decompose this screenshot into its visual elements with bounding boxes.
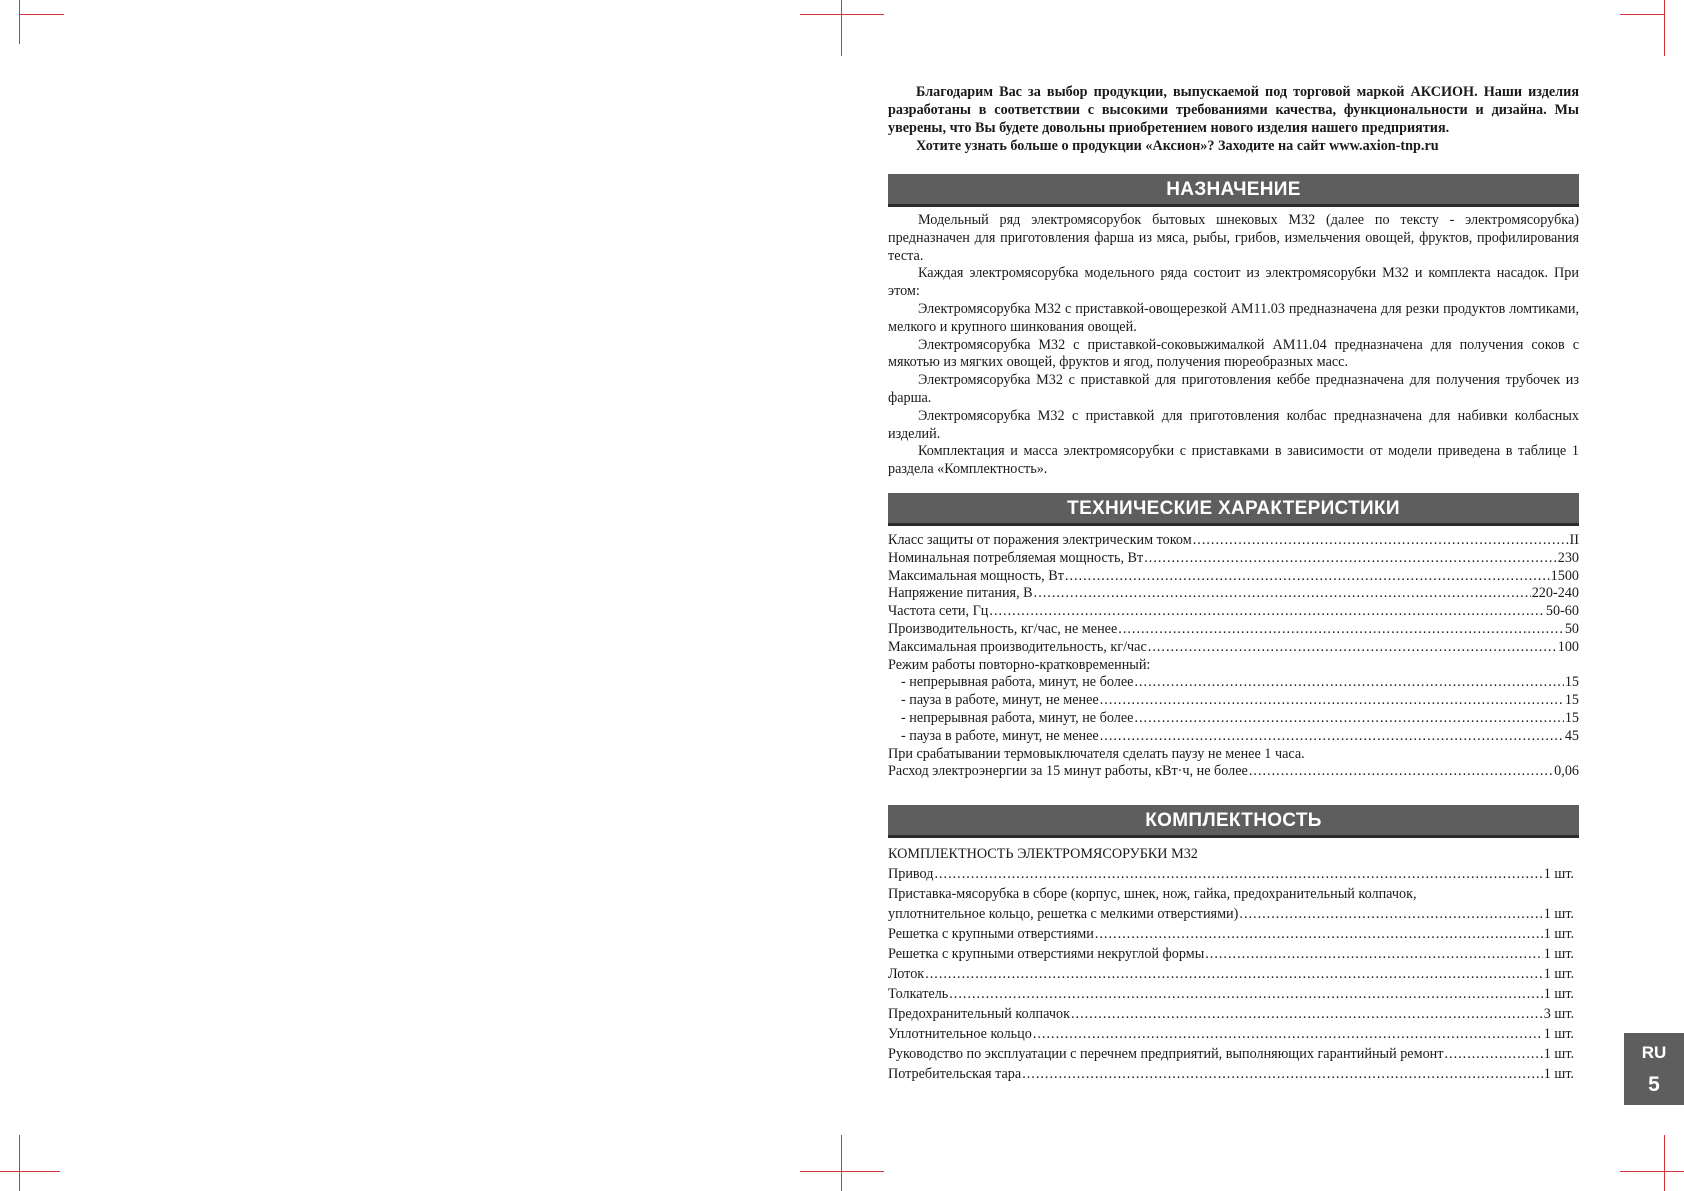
intro-paragraph: Благодарим Вас за выбор продукции, выпускаемой под торговой маркой АКСИОН. Наши изделия разработаны в соответствии с высокими требованиями качества, функциональности и дизайна. Мы уверены, что Вы будете довольны приобретением нового изделия нашего предприятия. xyxy=(888,84,1579,136)
kit-row: Потребительская тара ..... 1 шт. xyxy=(888,1064,1574,1084)
kit-row: Решетка с крупными отверстиями ..... 1 шт. xyxy=(888,924,1574,944)
language-label: RU xyxy=(1641,1043,1667,1062)
energy-row: Расход электроэнергии за 15 минут работы, кВт·ч, не более ..... 0,06 xyxy=(888,763,1579,781)
page-number: 5 xyxy=(1648,1073,1660,1096)
purpose-paragraph: Каждая электромясорубка модельного ряда состоит из электромясорубки М32 и комплекта насадок. При этом: xyxy=(888,265,1579,300)
purpose-paragraph: Электромясорубка М32 с приставкой для приготовления кеббе предназначена для получения трубочек из фарша. xyxy=(888,372,1579,406)
kit-row: Привод ..... 1 шт. xyxy=(888,864,1574,884)
purpose-text xyxy=(888,212,1579,479)
website-line: Хотите узнать больше о продукции «Аксион»? Заходите на сайт www.axion-tnp.ru xyxy=(916,138,1439,154)
mode-row: - непрерывная работа, минут, не более ..... 15 xyxy=(888,674,1579,692)
section-heading-kit: КОМПЛЕКТНОСТЬ xyxy=(888,805,1579,838)
page-number-tab xyxy=(1624,1033,1684,1105)
spec-row: Напряжение питания, В ..... 220-240 xyxy=(888,585,1579,603)
purpose-paragraph: Комплектация и масса электромясорубки с приставками в зависимости от модели приведена в таблице 1 раздела «Комплектность». xyxy=(888,443,1579,478)
specs-list xyxy=(888,532,1579,781)
kit-row: Решетка с крупными отверстиями некруглой формы ..... 1 шт. xyxy=(888,944,1574,964)
thermo-note: При срабатывании термовыключателя сделать паузу не менее 1 часа. xyxy=(888,745,1305,762)
page-column xyxy=(888,83,1579,1084)
intro-text xyxy=(888,83,1579,155)
mode-title: Режим работы повторно-кратковременный: xyxy=(888,656,1151,673)
spec-row: Производительность, кг/час, не менее ..... 50 xyxy=(888,621,1579,639)
kit-row: Лоток ..... 1 шт. xyxy=(888,964,1574,984)
section-heading-specs: ТЕХНИЧЕСКИЕ ХАРАКТЕРИСТИКИ xyxy=(888,493,1579,526)
kit-list xyxy=(888,844,1574,1084)
kit-assembly-line: Приставка-мясорубка в сборе (корпус, шнек, нож, гайка, предохранительный колпачок, xyxy=(888,886,1417,903)
spec-row: Класс защиты от поражения электрическим током ..... II xyxy=(888,532,1579,550)
mode-row: - пауза в работе, минут, не менее ..... 15 xyxy=(888,692,1579,710)
spec-row: Частота сети, Гц ..... 50-60 xyxy=(888,603,1579,621)
kit-row: Уплотнительное кольцо ..... 1 шт. xyxy=(888,1024,1574,1044)
purpose-paragraph: Электромясорубка М32 с приставкой-соковыжималкой АМ11.04 предназначена для получения соков с мякотью из мягких овощей, фруктов и ягод, получения пюреобразных масс. xyxy=(888,336,1579,371)
kit-row: Предохранительный колпачок ..... 3 шт. xyxy=(888,1004,1574,1024)
spec-row: Максимальная производительность, кг/час ..... 100 xyxy=(888,639,1579,657)
mode-row: - непрерывная работа, минут, не более ..... 15 xyxy=(888,710,1579,728)
kit-row: уплотнительное кольцо, решетка с мелкими отверстиями) ..... 1 шт. xyxy=(888,904,1574,924)
kit-row: Толкатель ..... 1 шт. xyxy=(888,984,1574,1004)
section-heading-purpose: НАЗНАЧЕНИЕ xyxy=(888,174,1579,207)
purpose-paragraph: Модельный ряд электромясорубок бытовых шнековых М32 (далее по тексту - электромясорубка) предназначен для приготовления фарша из мяса, рыбы, грибов, измельчения овощей, фруктов, профилирования теста. xyxy=(888,212,1579,264)
spec-row: Номинальная потребляемая мощность, Вт ..... 230 xyxy=(888,550,1579,568)
purpose-paragraph: Электромясорубка М32 с приставкой для приготовления колбас предназначена для набивки колбасных изделий. xyxy=(888,407,1579,442)
kit-row: Руководство по эксплуатации с перечнем предприятий, выполняющих гарантийный ремонт ..... 1 шт. xyxy=(888,1044,1574,1064)
mode-row: - пауза в работе, минут, не менее ..... 45 xyxy=(888,728,1579,746)
purpose-paragraph: Электромясорубка М32 с приставкой-овощерезкой АМ11.03 предназначена для резки продуктов ломтиками, мелкого и крупного шинкования овощей. xyxy=(888,300,1579,335)
kit-subtitle: КОМПЛЕКТНОСТЬ ЭЛЕКТРОМЯСОРУБКИ М32 xyxy=(888,846,1198,863)
spec-row: Максимальная мощность, Вт ..... 1500 xyxy=(888,568,1579,586)
